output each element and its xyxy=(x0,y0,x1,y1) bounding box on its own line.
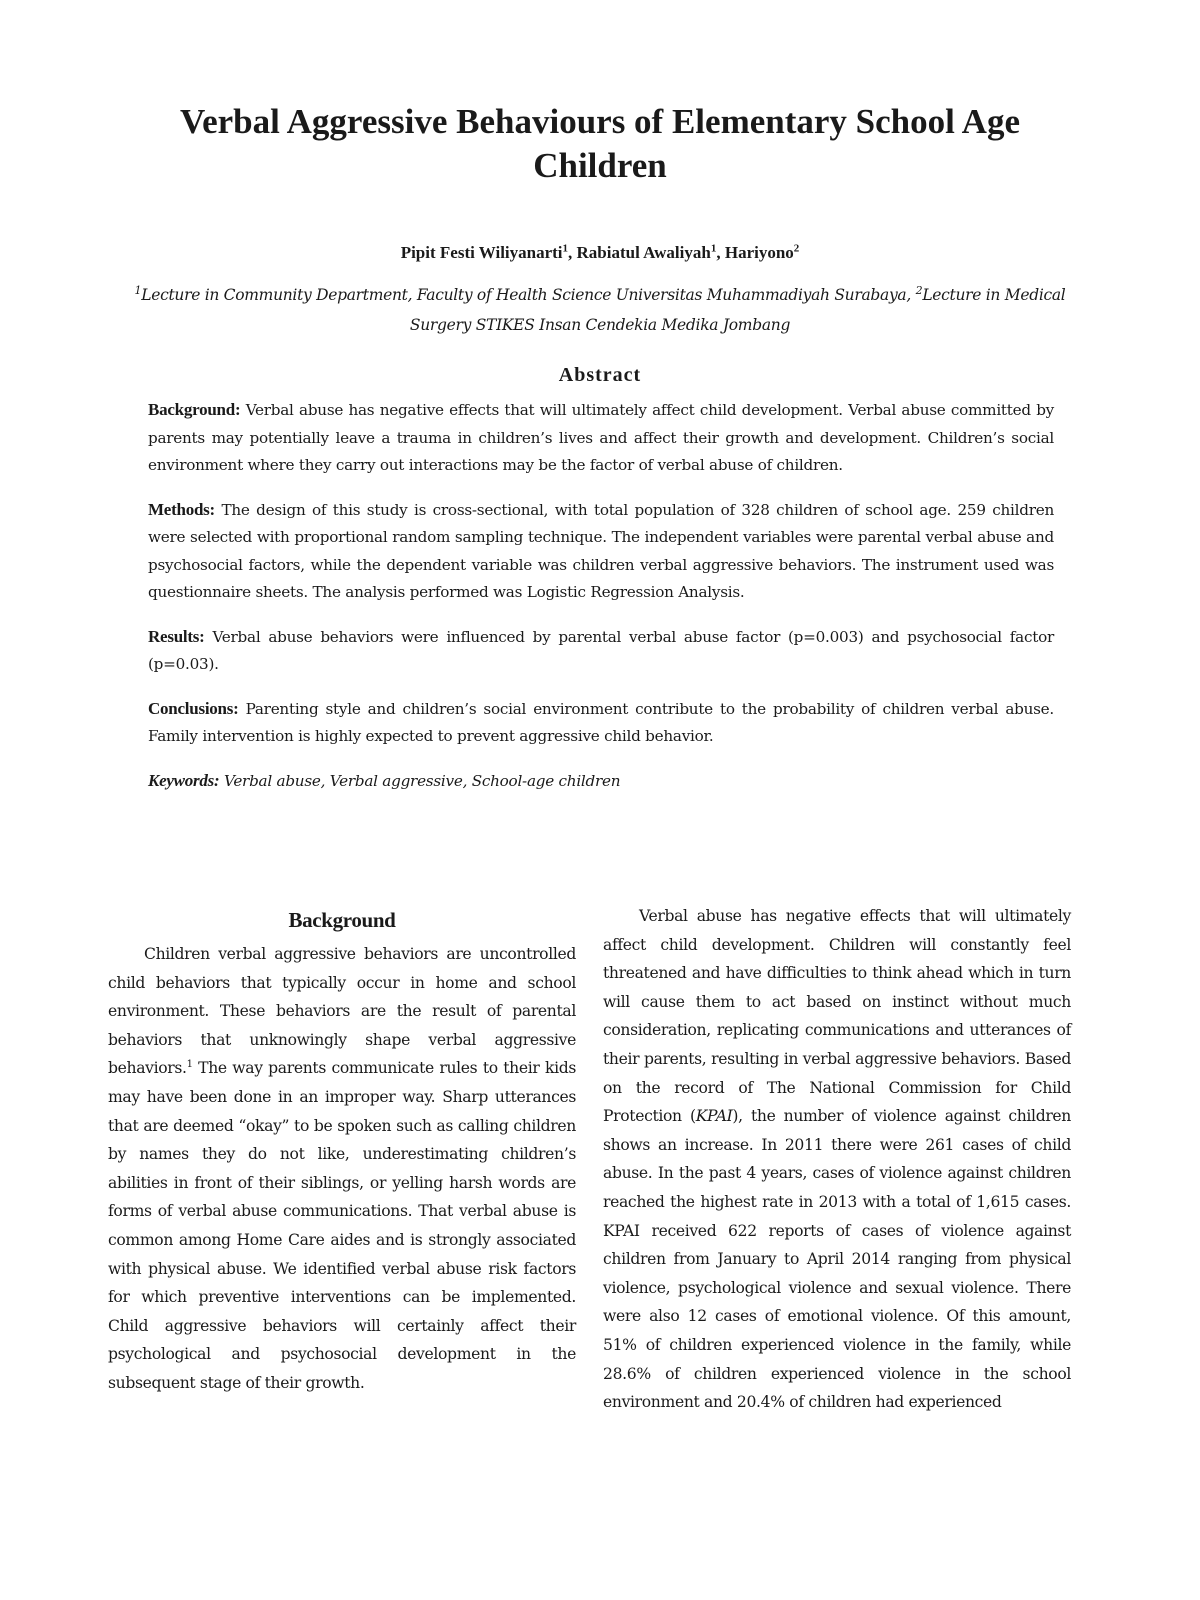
author-separator: , xyxy=(568,243,577,262)
body-column-right xyxy=(603,902,1071,1417)
body-paragraph xyxy=(108,940,576,1398)
keywords-text: Verbal abuse, Verbal aggressive, School-age children xyxy=(219,771,621,790)
kpai-acronym: KPAI xyxy=(695,1107,733,1126)
author-list xyxy=(110,242,1090,264)
body-column-left xyxy=(108,900,576,1398)
paragraph-text: Verbal abuse has negative effects that will ultimately affect child development. Children will constantly feel threatened and have difficulties to think ahead which in turn will cause them to act based on instinct without much consideration, replicating communications and utterances of their parents, resulting in verbal aggressive behaviors. Based on the record of The National Commission for Child Protection ( xyxy=(603,907,1071,1126)
abstract-text: Verbal abuse has negative effects that will ultimately affect child development. Verbal abuse committed by parents may potentially leave a trauma in children’s lives and affect their growth and development. Children’s social environment where they carry out interactions may be the factor of verbal abuse of children. xyxy=(148,401,1054,474)
abstract-label: Background: xyxy=(148,400,241,419)
paragraph-text: ), the number of violence against children shows an increase. In 2011 there were 261 cases of child abuse. In the past 4 years, cases of violence against children reached the highest rate in 2013 with a total of 1,615 cases. KPAI received 622 reports of cases of violence against children from January to April 2014 ranging from physical violence, psychological violence and sexual violence. There were also 12 cases of emotional violence. Of this amount, 51% of children experienced violence in the family, while 28.6% of children experienced violence in the school environment and 20.4% of children had experienced xyxy=(603,1107,1072,1412)
abstract-keywords xyxy=(148,767,1054,796)
author-affiliation-marker: 2 xyxy=(793,242,800,255)
abstract-results xyxy=(148,623,1054,679)
affiliation-marker: 1 xyxy=(134,283,142,297)
abstract-label: Conclusions: xyxy=(148,698,239,718)
abstract-heading: Abstract xyxy=(558,364,642,386)
affiliations xyxy=(110,280,1090,340)
affiliation-text: Lecture in Medical Surgery STIKES Insan Cendekia Medika Jombang xyxy=(409,286,1066,334)
author-affiliation-marker: 1 xyxy=(562,242,569,255)
paragraph-text: Children verbal aggressive behaviors are uncontrolled child behaviors that typically occur in home and school environment. These behaviors are the result of parental behaviors that unknowingly shape verbal aggressive behaviors. xyxy=(108,945,576,1078)
paragraph-text: The way parents communicate rules to their kids may have been done in an improper way. Sharp utterances that are deemed “okay” to be spoken such as calling children by names they do not like, underestimating children’s abilities in front of their siblings, or yelling harsh words are forms of verbal abuse communications. That verbal abuse is common among Home Care aides and is strongly associated with physical abuse. We identified verbal abuse risk factors for which preventive interventions can be implemented. Child aggressive behaviors will certainly affect their psychological and psychosocial development in the subsequent stage of their growth. xyxy=(108,1059,576,1392)
abstract-text: Verbal abuse behaviors were influenced by parental verbal abuse factor (p=0.003) and psychosocial factor (p=0.03). xyxy=(148,627,1054,673)
body-paragraph xyxy=(603,902,1071,1417)
abstract-label: Results: xyxy=(148,626,205,646)
affiliation-text: Lecture in Community Department, Faculty of Health Science Universitas Muhammadiyah Surabaya, xyxy=(141,286,916,304)
title-line-1: Verbal Aggressive Behaviours of Elementary School Age xyxy=(180,102,1020,141)
abstract-text: Parenting style and children’s social environment contribute to the probability of children verbal abuse. Family intervention is highly expected to prevent aggressive child behavior. xyxy=(148,699,1054,745)
abstract-conclusions xyxy=(148,695,1054,751)
abstract-label: Keywords: xyxy=(148,770,220,790)
citation-marker: 1 xyxy=(186,1059,193,1071)
abstract-body xyxy=(148,396,1054,811)
author-name: Rabiatul Awaliyah xyxy=(576,243,711,262)
affiliation-marker: 2 xyxy=(915,283,923,297)
paper-title xyxy=(110,100,1090,188)
title-line-2: Children xyxy=(533,146,667,185)
section-heading-background: Background xyxy=(288,908,396,932)
author-name: Hariyono xyxy=(724,243,794,262)
abstract-background xyxy=(148,396,1054,480)
author-separator: , xyxy=(716,243,725,262)
author-affiliation-marker: 1 xyxy=(710,242,717,255)
author-name: Pipit Festi Wiliyanarti xyxy=(400,243,563,262)
abstract-methods xyxy=(148,496,1054,607)
abstract-label: Methods: xyxy=(148,499,215,519)
abstract-text: The design of this study is cross-sectional, with total population of 328 children of school age. 259 children were selected with proportional random sampling technique. The independent variables were parental verbal abuse and psychosocial factors, while the dependent variable was children verbal aggressive behaviors. The instrument used was questionnaire sheets. The analysis performed was Logistic Regression Analysis. xyxy=(148,500,1054,601)
